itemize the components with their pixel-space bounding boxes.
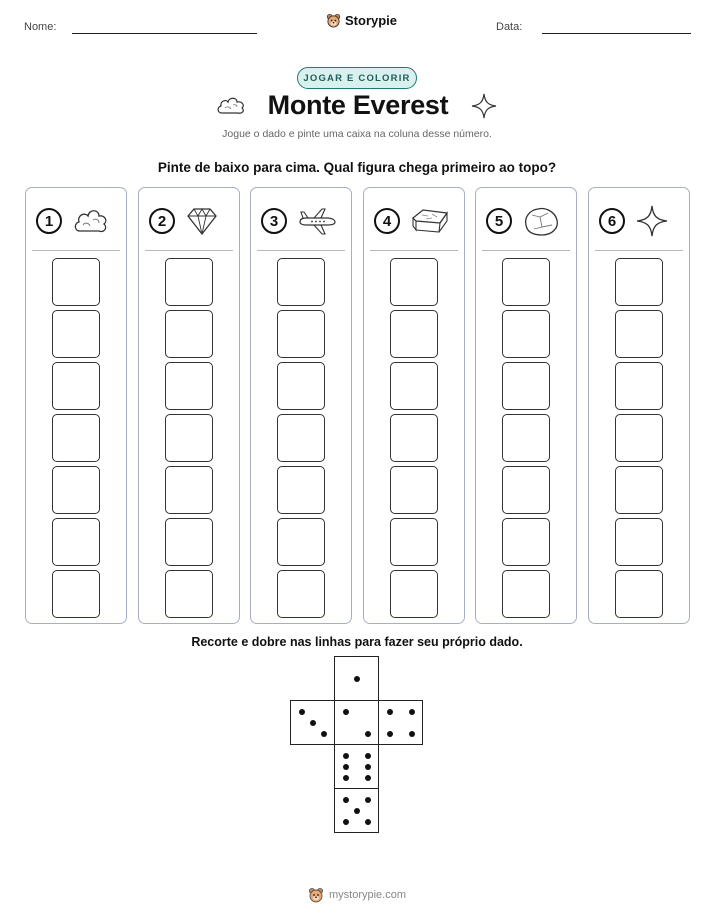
die-pip bbox=[354, 808, 360, 814]
rock-slab-icon bbox=[410, 206, 450, 236]
die-pip bbox=[387, 731, 393, 737]
die-pip bbox=[409, 731, 415, 737]
color-box[interactable] bbox=[52, 310, 100, 358]
color-box[interactable] bbox=[52, 362, 100, 410]
die-pip bbox=[387, 709, 393, 715]
color-box[interactable] bbox=[165, 258, 213, 306]
die-pip bbox=[343, 764, 349, 770]
brand-name: Storypie bbox=[345, 13, 398, 28]
page-title: Monte Everest bbox=[267, 90, 449, 120]
column-1 bbox=[25, 187, 127, 624]
column-3 bbox=[250, 187, 352, 624]
cloud-icon bbox=[216, 95, 246, 117]
die-pip bbox=[299, 709, 305, 715]
color-box[interactable] bbox=[615, 570, 663, 618]
color-box[interactable] bbox=[165, 310, 213, 358]
column-divider bbox=[257, 250, 345, 251]
column-number: 4 bbox=[374, 208, 400, 234]
color-box[interactable] bbox=[502, 362, 550, 410]
color-box[interactable] bbox=[52, 570, 100, 618]
color-box[interactable] bbox=[165, 466, 213, 514]
color-box[interactable] bbox=[502, 570, 550, 618]
column-header bbox=[36, 203, 116, 239]
boulder-icon bbox=[522, 205, 560, 237]
die-pip bbox=[354, 676, 360, 682]
column-6 bbox=[588, 187, 690, 624]
die-pip bbox=[365, 797, 371, 803]
column-divider bbox=[595, 250, 683, 251]
color-box[interactable] bbox=[502, 258, 550, 306]
die-pip bbox=[365, 764, 371, 770]
color-box[interactable] bbox=[390, 414, 438, 462]
column-header bbox=[486, 203, 566, 239]
color-box[interactable] bbox=[502, 414, 550, 462]
die-pip bbox=[409, 709, 415, 715]
color-box[interactable] bbox=[502, 310, 550, 358]
sparkle-icon bbox=[470, 92, 498, 120]
column-divider bbox=[145, 250, 233, 251]
color-box[interactable] bbox=[277, 258, 325, 306]
color-box[interactable] bbox=[390, 310, 438, 358]
date-label: Data: bbox=[496, 21, 523, 33]
color-box[interactable] bbox=[390, 362, 438, 410]
die-face-5 bbox=[334, 788, 379, 833]
column-divider bbox=[32, 250, 120, 251]
die-pip bbox=[310, 720, 316, 726]
brand-logo bbox=[326, 13, 397, 28]
color-box[interactable] bbox=[277, 362, 325, 410]
footer bbox=[0, 887, 714, 903]
column-5 bbox=[475, 187, 577, 624]
column-header bbox=[149, 203, 229, 239]
column-number: 1 bbox=[36, 208, 62, 234]
die-pip bbox=[343, 797, 349, 803]
footer-site[interactable]: mystorypie.com bbox=[328, 889, 407, 901]
color-box[interactable] bbox=[52, 258, 100, 306]
die-pip bbox=[343, 819, 349, 825]
die-pip bbox=[343, 709, 349, 715]
color-box[interactable] bbox=[390, 258, 438, 306]
die-pip bbox=[365, 753, 371, 759]
color-box[interactable] bbox=[277, 466, 325, 514]
die-face-6 bbox=[334, 744, 379, 789]
color-box[interactable] bbox=[502, 518, 550, 566]
column-number: 2 bbox=[149, 208, 175, 234]
column-number: 3 bbox=[261, 208, 287, 234]
die-pip bbox=[343, 753, 349, 759]
color-box[interactable] bbox=[390, 518, 438, 566]
name-label: Nome: bbox=[24, 21, 57, 33]
color-box[interactable] bbox=[615, 518, 663, 566]
sparkle-icon bbox=[635, 204, 669, 238]
column-number: 6 bbox=[599, 208, 625, 234]
bear-logo-icon bbox=[326, 13, 341, 28]
color-box[interactable] bbox=[52, 414, 100, 462]
die-pip bbox=[365, 819, 371, 825]
cloud-icon bbox=[72, 205, 110, 237]
die-pip bbox=[365, 731, 371, 737]
column-divider bbox=[370, 250, 458, 251]
column-divider bbox=[482, 250, 570, 251]
color-box[interactable] bbox=[52, 466, 100, 514]
color-box[interactable] bbox=[390, 466, 438, 514]
color-box[interactable] bbox=[390, 570, 438, 618]
die-pip bbox=[321, 731, 327, 737]
color-box[interactable] bbox=[165, 362, 213, 410]
bear-logo-icon bbox=[308, 887, 324, 903]
column-header bbox=[374, 203, 454, 239]
column-number: 5 bbox=[486, 208, 512, 234]
color-box[interactable] bbox=[165, 518, 213, 566]
color-box[interactable] bbox=[502, 466, 550, 514]
category-badge: JOGAR E COLORIR bbox=[297, 67, 417, 89]
color-box[interactable] bbox=[277, 570, 325, 618]
die-face-1 bbox=[334, 656, 379, 701]
color-box[interactable] bbox=[277, 310, 325, 358]
color-box[interactable] bbox=[277, 518, 325, 566]
die-pip bbox=[343, 775, 349, 781]
die-pip bbox=[365, 775, 371, 781]
color-box[interactable] bbox=[165, 414, 213, 462]
color-box[interactable] bbox=[615, 414, 663, 462]
die-face-3 bbox=[290, 700, 335, 745]
column-2 bbox=[138, 187, 240, 624]
diamond-icon bbox=[185, 206, 219, 236]
color-box[interactable] bbox=[615, 362, 663, 410]
die-face-2 bbox=[334, 700, 379, 745]
color-box[interactable] bbox=[615, 466, 663, 514]
column-4 bbox=[363, 187, 465, 624]
die-face-4 bbox=[378, 700, 423, 745]
color-box[interactable] bbox=[615, 258, 663, 306]
color-box[interactable] bbox=[277, 414, 325, 462]
airplane-icon bbox=[297, 206, 337, 236]
color-box[interactable] bbox=[52, 518, 100, 566]
date-line bbox=[542, 33, 691, 34]
color-box[interactable] bbox=[165, 570, 213, 618]
cut-instruction: Recorte e dobre nas linhas para fazer seu próprio dado. bbox=[191, 635, 523, 649]
title-row bbox=[0, 90, 714, 121]
color-box[interactable] bbox=[615, 310, 663, 358]
name-line bbox=[72, 33, 257, 34]
subtitle: Jogue o dado e pinte uma caixa na coluna desse número. bbox=[222, 128, 492, 140]
instruction: Pinte de baixo para cima. Qual figura chega primeiro ao topo? bbox=[157, 160, 557, 175]
column-header bbox=[261, 203, 341, 239]
column-header bbox=[599, 203, 679, 239]
